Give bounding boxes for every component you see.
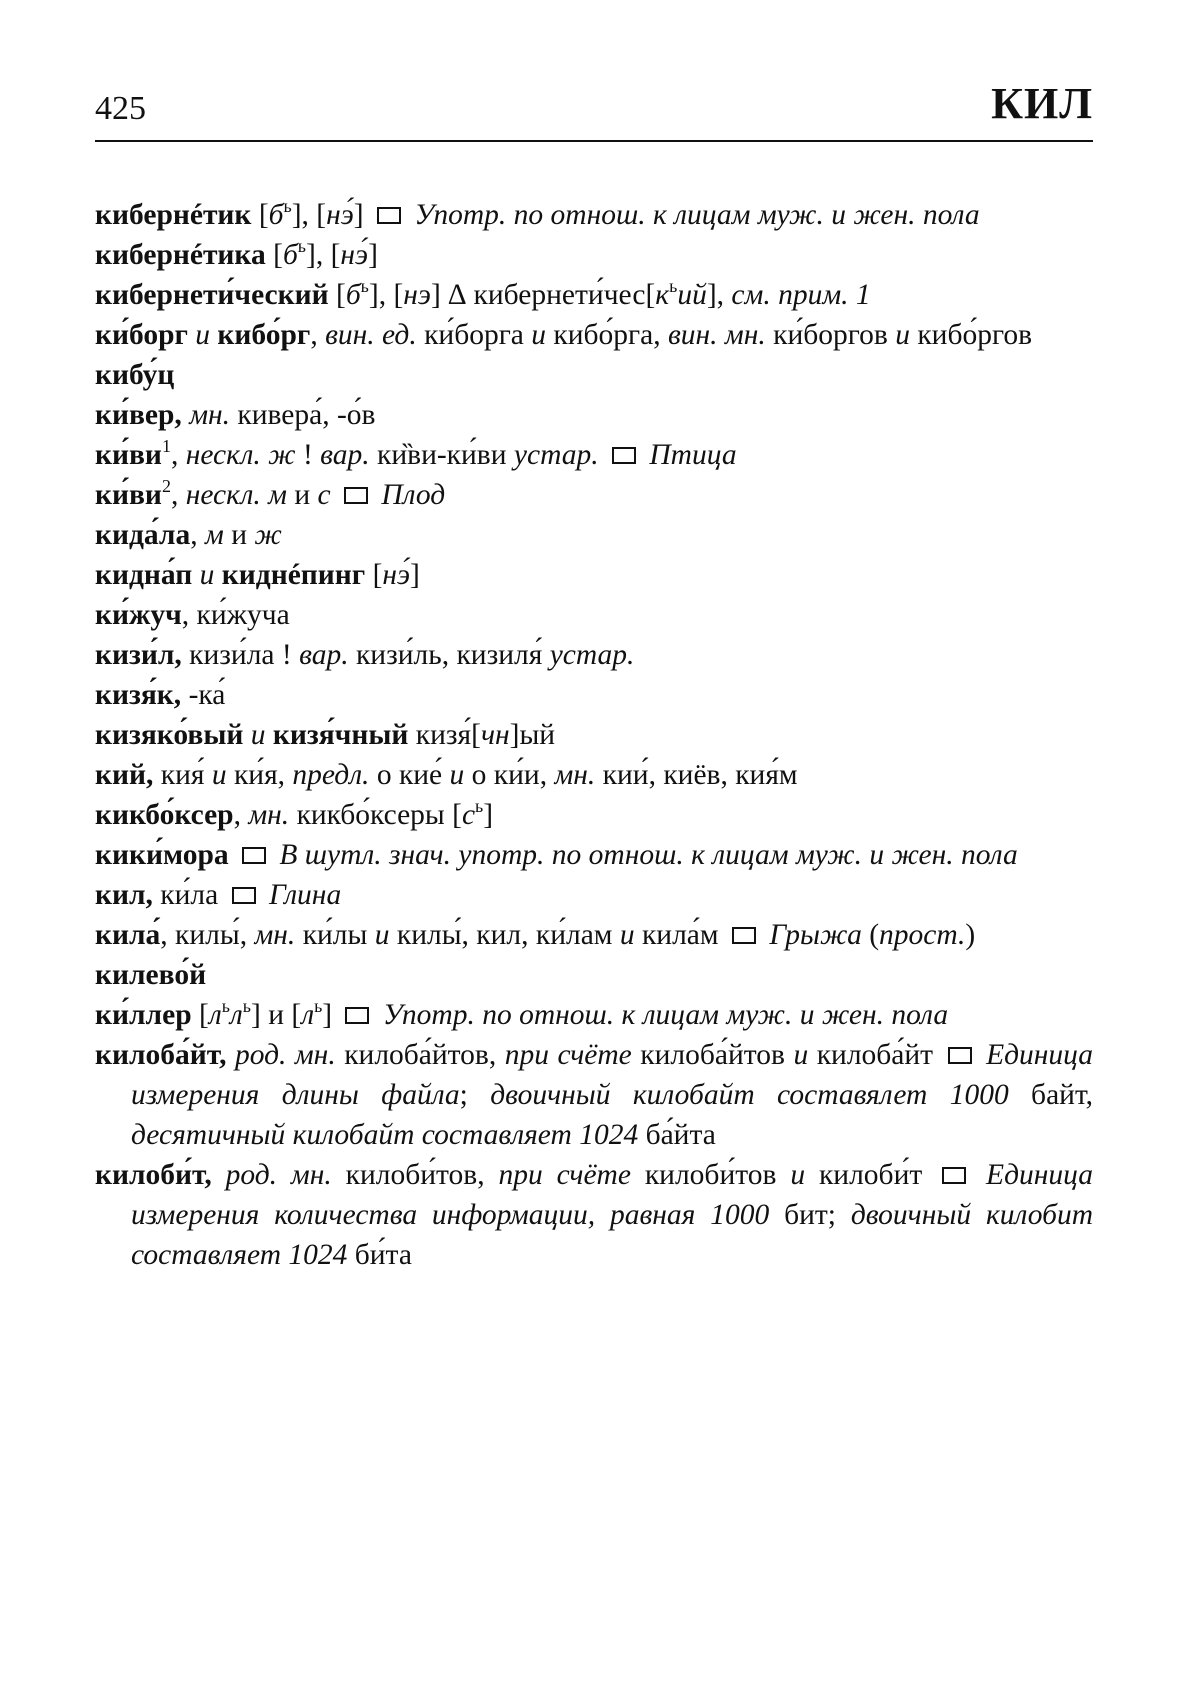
italic-text: ий: [677, 279, 707, 311]
dictionary-entry: [95, 795, 1093, 835]
entry-text: килоба́йтов: [631, 1039, 794, 1071]
entry-text: кия́: [153, 759, 212, 791]
italic-text: устар.: [549, 639, 635, 671]
dictionary-entry: [95, 715, 1093, 755]
entry-text: килы́, кил, ки́лам: [389, 919, 620, 951]
entry-text: ]: [483, 799, 494, 831]
italic-text: Птица: [642, 439, 737, 471]
italic-text: Употр. по отнош. к лицам муж. и жен. пола: [375, 999, 949, 1031]
headword: кил,: [95, 879, 153, 911]
italic-text: Грыжа: [761, 919, 862, 951]
headword: ки́ви: [95, 439, 162, 471]
entry-text: [: [328, 279, 346, 311]
entry-text: ,: [190, 519, 205, 551]
entry-text: ] и [: [251, 999, 302, 1031]
entry-text: [226, 1039, 235, 1071]
page-number: 425: [95, 90, 146, 127]
italic-text: и: [895, 319, 910, 351]
entry-text: килоба́йтов,: [335, 1039, 505, 1071]
entry-text: ки́боргов: [765, 319, 896, 351]
italic-text: л: [208, 999, 222, 1031]
entry-text: [: [191, 999, 209, 1031]
italic-text: десятичный килобайт составляет 1024: [131, 1119, 639, 1151]
dictionary-entry: [95, 315, 1093, 355]
entry-text: кивера́, -о́в: [230, 399, 376, 431]
italic-text: см. прим. 1: [731, 279, 871, 311]
italic-text: вар.: [299, 639, 349, 671]
italic-text: и: [793, 1039, 809, 1071]
entry-text: ,: [310, 319, 326, 351]
italic-text: нескл. м: [185, 479, 287, 511]
italic-text: мн.: [189, 399, 231, 431]
headword: кибернети́ческий: [95, 279, 329, 311]
dictionary-entry: [95, 1155, 1093, 1275]
entry-text: и: [223, 519, 255, 551]
definition-box-icon: [232, 887, 256, 904]
entry-text: килоби́т: [805, 1159, 937, 1191]
definition-box-icon: [942, 1167, 966, 1184]
dictionary-entries: [95, 195, 1093, 1275]
italic-text: Единица измерения количества информации, равная 1000: [131, 1159, 1093, 1231]
headword: кики́мора: [95, 839, 229, 871]
dictionary-entry: [95, 515, 1093, 555]
entry-text: ], [: [291, 199, 327, 231]
superscript: 2: [161, 476, 171, 496]
italic-text: и: [619, 919, 635, 951]
entry-text: (: [861, 919, 880, 951]
definition-box-icon: [612, 447, 636, 464]
entry-text: кии́, киёв, кия́м: [595, 759, 798, 791]
italic-text: чн: [480, 719, 510, 751]
entry-text: ки̏ви-ки́ви: [369, 439, 514, 471]
entry-text: ки́ла: [152, 879, 226, 911]
italic-text: и: [374, 919, 390, 951]
italic-text: мн.: [254, 919, 296, 951]
italic-text: двоичный килобайт составялет 1000: [490, 1079, 1009, 1111]
superscript: ь: [297, 236, 306, 256]
superscript: ь: [360, 276, 369, 296]
entry-text: ки́лы: [295, 919, 375, 951]
dictionary-entry: [95, 995, 1093, 1035]
italic-text: устар.: [513, 439, 599, 471]
italic-text: л: [301, 999, 315, 1031]
italic-text: нескл. ж: [185, 439, 296, 471]
dictionary-entry: [95, 835, 1093, 875]
entry-text: ], [: [306, 239, 341, 271]
entry-text: ],: [706, 279, 732, 311]
headword: кизи́л,: [95, 639, 182, 671]
definition-box-icon: [948, 1047, 972, 1064]
definition-box-icon: [345, 1007, 369, 1024]
entry-text: о кие́: [369, 759, 450, 791]
entry-text: ;: [459, 1079, 491, 1111]
entry-text: ], [: [368, 279, 404, 311]
dictionary-entry: [95, 395, 1093, 435]
dictionary-entry: [95, 1035, 1093, 1155]
italic-text: вар.: [320, 439, 370, 471]
italic-text: и: [211, 759, 227, 791]
entry-text: килоби́тов,: [331, 1159, 499, 1191]
entry-text: бит;: [769, 1199, 851, 1231]
italic-text: род. мн.: [234, 1039, 336, 1071]
italic-text: вин. ед.: [325, 319, 417, 351]
entry-text: -ка́: [181, 679, 226, 711]
dictionary-entry: [95, 235, 1093, 275]
headword: кида́ла: [95, 519, 191, 551]
dictionary-entry: [95, 915, 1093, 955]
italic-text: и: [192, 559, 222, 591]
entry-text: кибо́рга,: [546, 319, 668, 351]
entry-text: ба́йта: [638, 1119, 716, 1151]
italic-text: при счёте: [504, 1039, 632, 1071]
entry-text: би́та: [347, 1239, 412, 1271]
italic-text: вин. мн.: [667, 319, 766, 351]
italic-text: и: [187, 319, 218, 351]
headword: кикбо́ксер: [95, 799, 234, 831]
headword: кидна́п: [95, 559, 193, 591]
italic-text: нэ́: [382, 559, 411, 591]
dictionary-entry: [95, 275, 1093, 315]
italic-text: Единица измерения длины файла: [131, 1039, 1094, 1111]
headword: кибо́рг: [217, 319, 311, 351]
entry-text: кикбо́ксеры [: [289, 799, 462, 831]
italic-text: к: [655, 279, 670, 311]
headword: килоби́т,: [95, 1159, 212, 1191]
dictionary-entry: [95, 595, 1093, 635]
dictionary-entry: [95, 475, 1093, 515]
entry-text: ,: [233, 799, 249, 831]
entry-text: ,: [170, 439, 186, 471]
entry-text: кила́м: [634, 919, 726, 951]
entry-text: [: [251, 199, 269, 231]
entry-text: , ки́жуча: [181, 599, 290, 631]
definition-box-icon: [344, 487, 368, 504]
headword: кибу́ц: [95, 359, 175, 391]
italic-text: Употр. по отнош. к лицам муж. и жен. пола: [406, 199, 980, 231]
italic-text: нэ: [403, 279, 431, 311]
definition-box-icon: [242, 847, 266, 864]
superscript: ь: [221, 996, 230, 1016]
superscript: ь: [314, 996, 323, 1016]
italic-text: м: [204, 519, 224, 551]
headword: кизя́к,: [95, 679, 182, 711]
entry-text: ]: [322, 999, 340, 1031]
italic-text: и: [449, 759, 465, 791]
superscript: ь: [283, 196, 292, 216]
page-header: [95, 78, 1093, 138]
entry-text: ки́борга: [416, 319, 532, 351]
headword: кибернéтик: [95, 199, 252, 231]
italic-text: Плод: [373, 479, 446, 511]
entry-text: ] ∆ кибернети́чес[: [430, 279, 656, 311]
entry-text: ]: [410, 559, 420, 591]
dictionary-entry: [95, 955, 1093, 995]
entry-text: и: [286, 479, 318, 511]
entry-text: кизи́ла !: [181, 639, 300, 671]
headword: ки́ллер: [95, 999, 192, 1031]
entry-text: килоба́йт: [808, 1039, 942, 1071]
italic-text: б: [282, 239, 298, 271]
headword: ки́ви: [95, 479, 162, 511]
italic-text: с: [317, 479, 331, 511]
italic-text: б: [345, 279, 361, 311]
entry-text: кизи́ль, кизиля́: [348, 639, 550, 671]
dictionary-entry: [95, 635, 1093, 675]
headword: кий,: [95, 759, 154, 791]
entry-text: килоби́тов: [630, 1159, 791, 1191]
headword: киднéпинг: [221, 559, 366, 591]
headword: ки́жуч: [95, 599, 182, 631]
italic-text: мн.: [554, 759, 596, 791]
headword: ки́борг: [95, 319, 188, 351]
entry-text: кибо́ргов: [909, 319, 1033, 351]
entry-text: !: [295, 439, 321, 471]
headword: кизяко́вый: [95, 719, 244, 751]
italic-text: прост.: [879, 919, 966, 951]
dictionary-entry: [95, 555, 1093, 595]
italic-text: при счёте: [498, 1159, 631, 1191]
definition-box-icon: [377, 207, 401, 224]
entry-text: ,: [170, 479, 186, 511]
entry-text: [599, 439, 606, 471]
italic-text: нэ́: [340, 239, 369, 271]
superscript: ь: [475, 796, 484, 816]
entry-text: ): [965, 919, 976, 951]
dictionary-entry: [95, 875, 1093, 915]
superscript: ь: [242, 996, 251, 1016]
entry-text: байт,: [1008, 1079, 1093, 1111]
headword: кизя́чный: [272, 719, 409, 751]
headword: ки́вер,: [95, 399, 182, 431]
running-head: КИЛ: [991, 79, 1093, 128]
header-rule: [95, 140, 1093, 142]
italic-text: предл.: [292, 759, 370, 791]
headword: кила́: [95, 919, 161, 951]
dictionary-entry: [95, 195, 1093, 235]
dictionary-entry: [95, 755, 1093, 795]
dictionary-entry: [95, 675, 1093, 715]
superscript: ь: [669, 276, 678, 296]
entry-text: [212, 1159, 226, 1191]
entry-text: ]ый: [509, 719, 556, 751]
entry-text: [331, 479, 338, 511]
entry-text: [: [265, 239, 283, 271]
italic-text: мн.: [248, 799, 290, 831]
entry-text: [: [365, 559, 383, 591]
definition-box-icon: [732, 927, 756, 944]
italic-text: и: [790, 1159, 806, 1191]
entry-text: , килы́,: [160, 919, 255, 951]
headword: кибернéтика: [95, 239, 266, 271]
dictionary-entry: [95, 355, 1093, 395]
entry-text: ]: [368, 239, 378, 271]
entry-text: ]: [353, 199, 371, 231]
italic-text: и: [531, 319, 547, 351]
italic-text: и: [243, 719, 273, 751]
dictionary-entry: [95, 435, 1093, 475]
entry-text: о ки́и,: [464, 759, 555, 791]
superscript: 1: [161, 436, 171, 456]
italic-text: б: [268, 199, 284, 231]
entry-text: [229, 839, 236, 871]
italic-text: В шутл. знач. употр. по отнош. к лицам муж. и жен. пола: [271, 839, 1018, 871]
italic-text: ж: [254, 519, 282, 551]
italic-text: с: [461, 799, 476, 831]
italic-text: двоичный килобит составляет 1024: [131, 1199, 1094, 1271]
italic-text: Глина: [261, 879, 342, 911]
italic-text: л: [229, 999, 243, 1031]
entry-text: ки́я,: [226, 759, 293, 791]
headword: килево́й: [95, 959, 207, 991]
headword: килоба́йт,: [95, 1039, 227, 1071]
italic-text: нэ́: [326, 199, 354, 231]
italic-text: род. мн.: [225, 1159, 332, 1191]
entry-text: кизя́[: [408, 719, 481, 751]
